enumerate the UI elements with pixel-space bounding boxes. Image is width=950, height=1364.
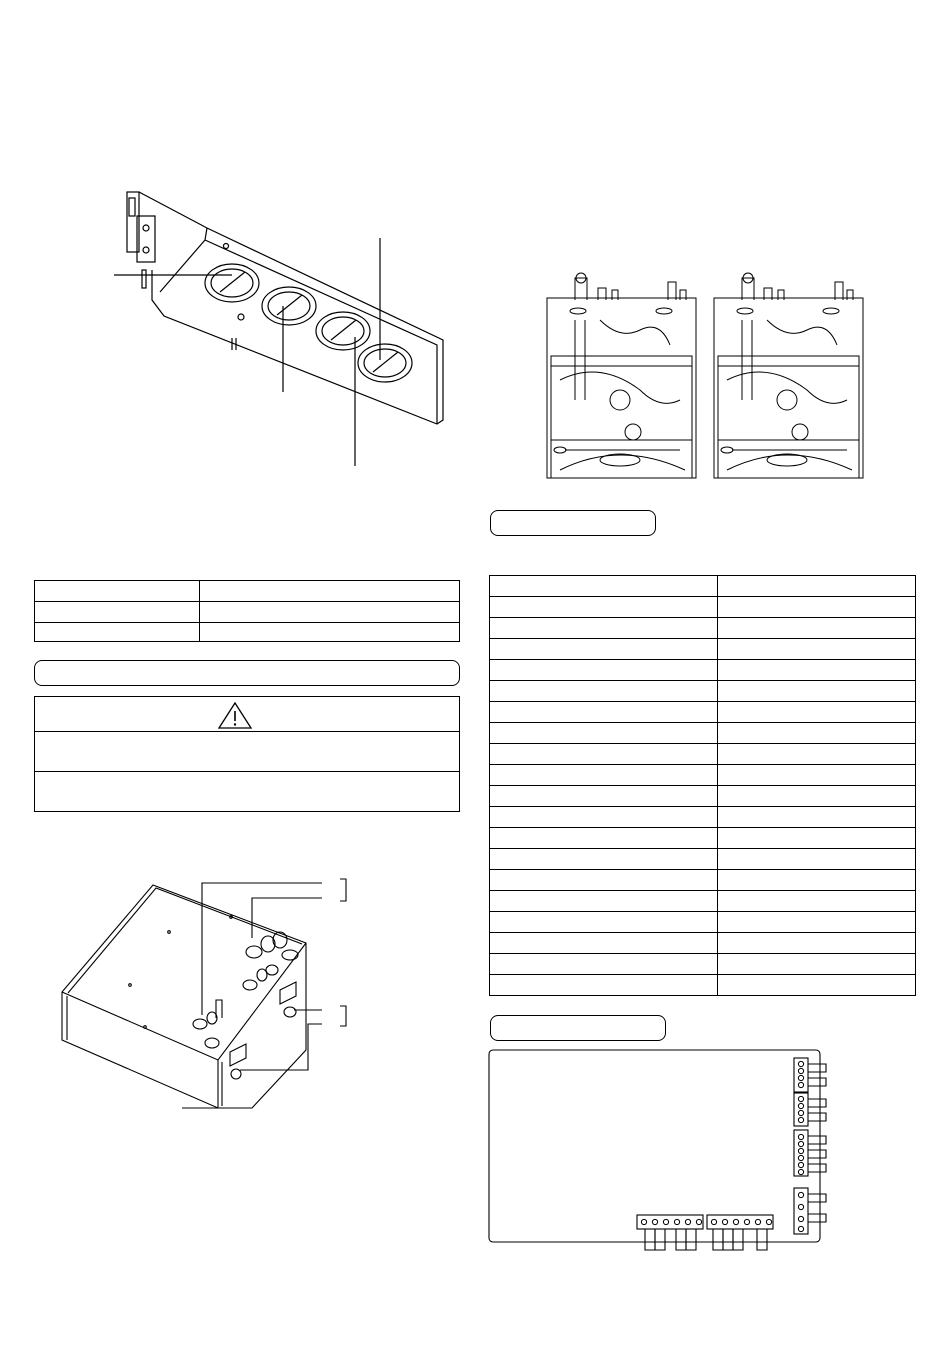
terminal-screw [798,1155,803,1160]
terminal-screw [663,1219,668,1224]
terminal-screw [641,1219,646,1224]
terminal-screw [755,1219,760,1224]
terminal-screw [798,1216,803,1221]
terminal-screw [798,1204,803,1209]
terminal-screw [798,1134,803,1139]
terminal-screw [798,1103,803,1108]
terminal-screw [766,1219,771,1224]
terminal-screw [798,1117,803,1122]
terminal-screw [798,1075,803,1080]
terminal-screw [798,1162,803,1167]
terminal-screw [798,1096,803,1101]
terminal-screw [798,1110,803,1115]
terminal-screw [711,1219,716,1224]
terminal-screw [722,1219,727,1224]
terminal-screw [798,1061,803,1066]
terminal-screw [798,1068,803,1073]
terminal-screw [798,1148,803,1153]
terminal-screw [652,1219,657,1224]
terminal-screw [798,1141,803,1146]
terminal-screw [798,1082,803,1087]
terminal-screw [733,1219,738,1224]
terminal-screw [685,1219,690,1224]
terminal-screw [798,1192,803,1197]
terminal-screw [744,1219,749,1224]
terminal-screw [798,1226,803,1231]
terminal-screw [674,1219,679,1224]
terminal-screw [696,1219,701,1224]
terminal-screw [798,1169,803,1174]
